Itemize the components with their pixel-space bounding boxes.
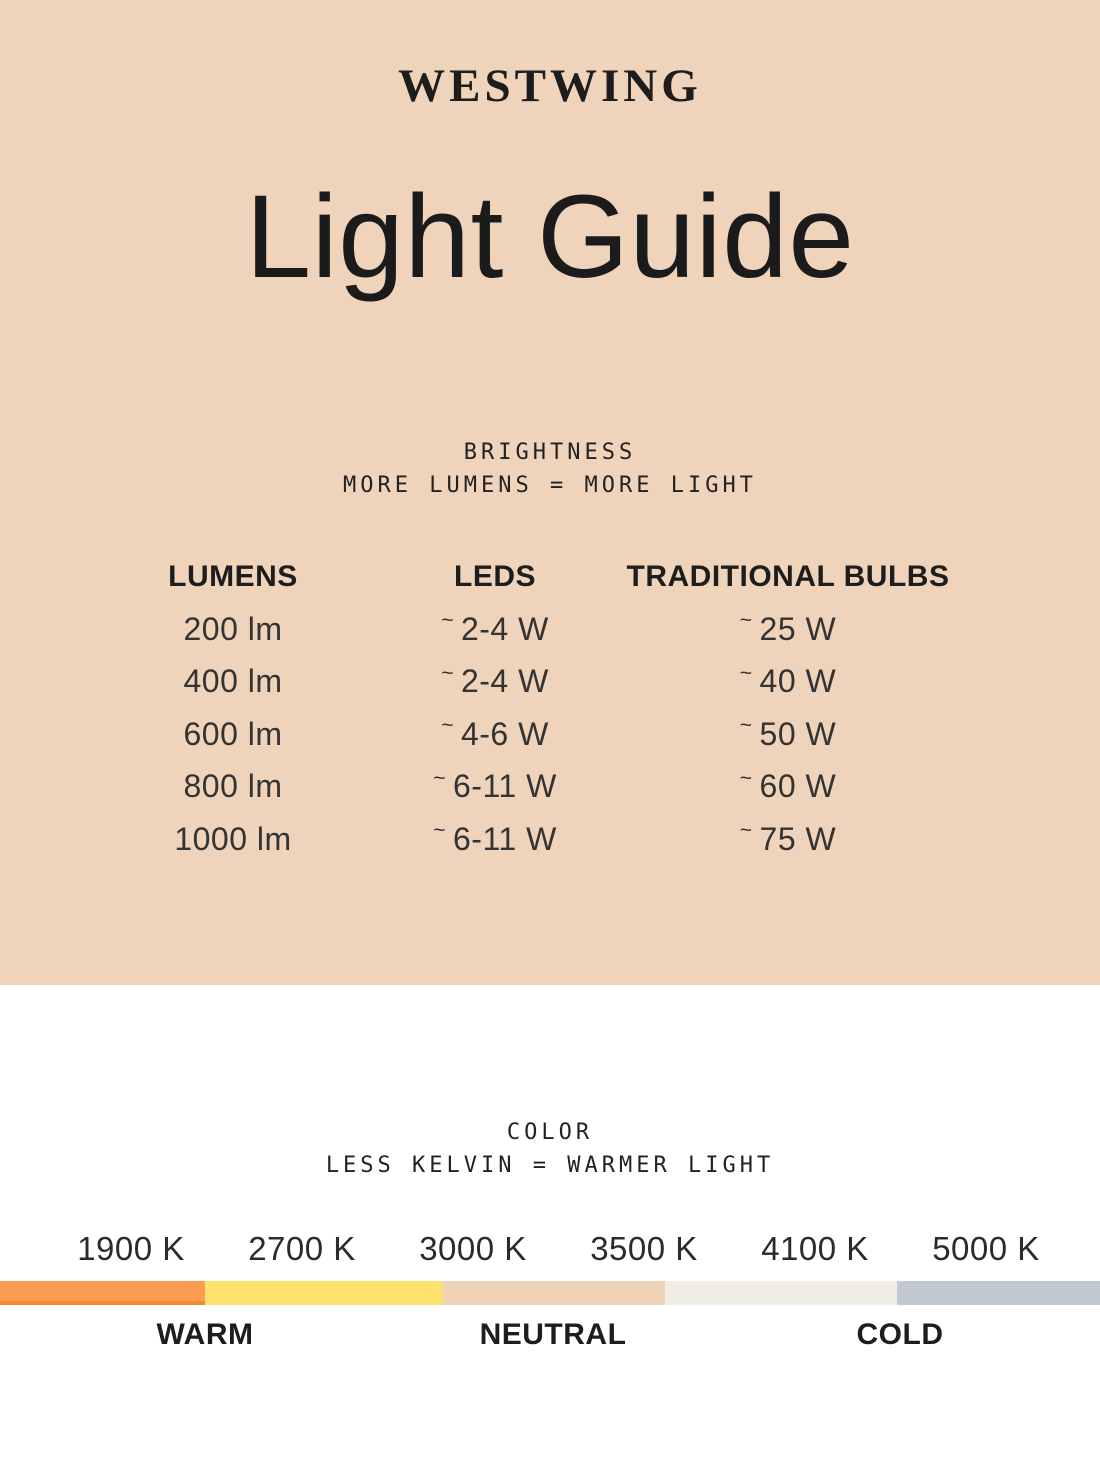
color-heading-block: [0, 1116, 1100, 1182]
column-header-traditional-bulbs: TRADITIONAL BULBS: [626, 560, 950, 593]
scale-segment-warm-yellow: [205, 1281, 443, 1305]
color-subheading: LESS KELVIN = WARMER LIGHT: [325, 1153, 775, 1178]
brightness-table: [0, 551, 1100, 866]
approx-tilde: ~: [433, 766, 446, 790]
color-heading: COLOR: [506, 1120, 594, 1145]
table-row: [0, 708, 1100, 761]
kelvin-label-3000: 3000 K: [419, 1230, 527, 1267]
table-row: [0, 761, 1100, 814]
leds-value: [433, 819, 557, 858]
approx-tilde: ~: [739, 609, 753, 633]
bottom-background: [0, 985, 1100, 1467]
table-row: [0, 603, 1100, 656]
leds-watts: 6-11 W: [453, 768, 557, 805]
color-temperature-scale-bar: [0, 1281, 1100, 1305]
leds-value: [433, 766, 557, 805]
lumens-value: 400 lm: [183, 663, 283, 700]
approx-tilde: ~: [739, 714, 753, 738]
kelvin-label-3500: 3500 K: [590, 1230, 698, 1267]
column-header-lumens: LUMENS: [168, 560, 298, 593]
bulb-watts: 40 W: [759, 663, 837, 700]
kelvin-label-1900: 1900 K: [77, 1230, 185, 1267]
kelvin-label-5000: 5000 K: [932, 1230, 1040, 1267]
kelvin-label-2700: 2700 K: [248, 1230, 356, 1267]
scale-segment-neutral-cream: [665, 1281, 897, 1305]
scale-segment-cold-bluegrey: [897, 1281, 1100, 1305]
approx-tilde: ~: [739, 661, 753, 685]
approx-tilde: ~: [739, 766, 753, 790]
kelvin-label-4100: 4100 K: [761, 1230, 869, 1267]
leds-value: [441, 609, 549, 648]
bulb-watts: 50 W: [759, 715, 837, 752]
approx-tilde: ~: [441, 609, 454, 633]
kelvin-labels-row: [0, 1232, 1100, 1272]
leds-value: [441, 661, 549, 700]
page-title: Light Guide: [245, 171, 855, 303]
scale-segment-neutral-tan: [443, 1281, 665, 1305]
bulbs-value: [524, 821, 1052, 858]
leds-value: [441, 714, 549, 753]
lumens-value: 1000 lm: [174, 820, 292, 857]
approx-tilde: ~: [441, 714, 454, 738]
brightness-heading-block: [0, 436, 1100, 502]
table-row: [0, 813, 1100, 866]
leds-watts: 2-4 W: [460, 610, 549, 647]
table-header-row: [0, 551, 1100, 603]
leds-watts: 2-4 W: [460, 663, 549, 700]
brand-logo: WESTWING: [398, 60, 702, 112]
zone-label-neutral: NEUTRAL: [479, 1318, 627, 1351]
bulb-watts: 25 W: [759, 610, 837, 647]
bulb-watts: 60 W: [759, 768, 837, 805]
lumens-value: 800 lm: [183, 768, 283, 805]
scale-segment-warm-orange: [0, 1281, 205, 1305]
leds-watts: 6-11 W: [453, 820, 557, 857]
zone-label-warm: WARM: [156, 1318, 254, 1351]
brightness-heading: BRIGHTNESS: [463, 440, 637, 465]
bulb-watts: 75 W: [759, 820, 837, 857]
temperature-zones-row: [0, 1320, 1100, 1360]
leds-watts: 4-6 W: [460, 715, 549, 752]
column-header-leds: LEDS: [454, 560, 537, 593]
bulbs-value: [524, 663, 1052, 700]
approx-tilde: ~: [441, 661, 454, 685]
brightness-subheading: MORE LUMENS = MORE LIGHT: [343, 473, 757, 498]
bulbs-value: [524, 768, 1052, 805]
bulbs-value: [524, 716, 1052, 753]
lumens-value: 200 lm: [183, 610, 283, 647]
bulbs-value: [524, 611, 1052, 648]
table-row: [0, 656, 1100, 709]
lumens-value: 600 lm: [183, 715, 283, 752]
approx-tilde: ~: [739, 819, 753, 843]
approx-tilde: ~: [433, 819, 446, 843]
zone-label-cold: COLD: [856, 1318, 944, 1351]
